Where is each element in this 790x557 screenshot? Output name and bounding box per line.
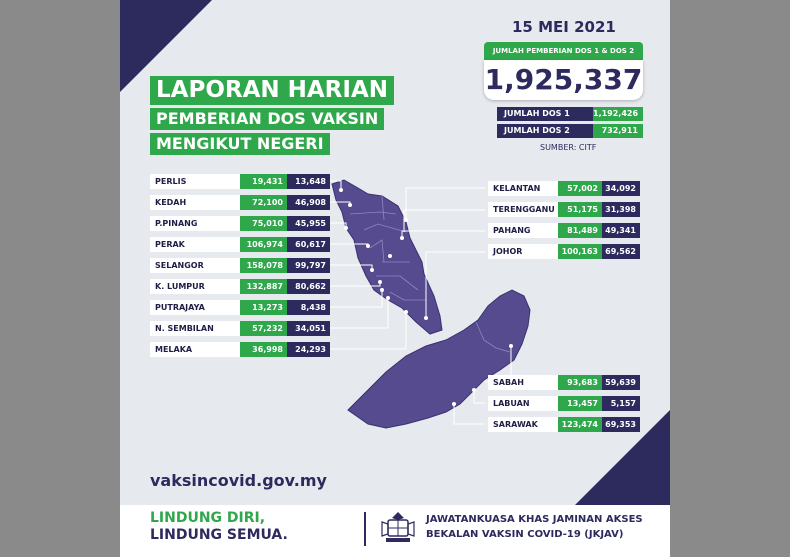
state-row-selangor bbox=[150, 258, 330, 273]
state-dos2: 99,797 bbox=[287, 258, 330, 273]
state-row-labuan bbox=[488, 396, 640, 411]
state-name: JOHOR bbox=[488, 244, 558, 259]
title-line-2: PEMBERIAN DOS VAKSIN bbox=[150, 108, 384, 130]
title-line-1: LAPORAN HARIAN bbox=[150, 76, 394, 105]
state-dos1: 123,474 bbox=[558, 417, 602, 432]
state-name: PUTRAJAYA bbox=[150, 300, 240, 315]
state-name: MELAKA bbox=[150, 342, 240, 357]
state-dos2: 80,662 bbox=[287, 279, 330, 294]
state-dos2: 69,562 bbox=[602, 244, 640, 259]
total-value: 1,925,337 bbox=[484, 60, 643, 100]
state-row-sarawak bbox=[488, 417, 640, 432]
state-dos1: 13,273 bbox=[240, 300, 287, 315]
state-row-perak bbox=[150, 237, 330, 252]
dos2-total-value: 732,911 bbox=[593, 124, 643, 138]
state-row-kedah bbox=[150, 195, 330, 210]
state-row-kelantan bbox=[488, 181, 640, 196]
state-name: KELANTAN bbox=[488, 181, 558, 196]
state-dos1: 75,010 bbox=[240, 216, 287, 231]
state-row-terengganu bbox=[488, 202, 640, 217]
state-name: SABAH bbox=[488, 375, 558, 390]
state-dos1: 93,683 bbox=[558, 375, 602, 390]
state-dos1: 158,078 bbox=[240, 258, 287, 273]
state-row-sabah bbox=[488, 375, 640, 390]
footer-divider bbox=[364, 512, 366, 546]
state-dos1: 13,457 bbox=[558, 396, 602, 411]
state-name: SARAWAK bbox=[488, 417, 558, 432]
state-name: KEDAH bbox=[150, 195, 240, 210]
state-name: P.PINANG bbox=[150, 216, 240, 231]
state-dos1: 51,175 bbox=[558, 202, 602, 217]
state-row-pahang bbox=[488, 223, 640, 238]
state-row-johor bbox=[488, 244, 640, 259]
state-dos1: 132,887 bbox=[240, 279, 287, 294]
org-name-line-2: BEKALAN VAKSIN COVID-19 (JKJAV) bbox=[426, 529, 624, 540]
state-name: LABUAN bbox=[488, 396, 558, 411]
dos1-total-value: 1,192,426 bbox=[593, 107, 643, 121]
state-dos1: 72,100 bbox=[240, 195, 287, 210]
dos1-total-row bbox=[497, 107, 643, 121]
slogan-line-1: LINDUNG DIRI, bbox=[150, 510, 266, 526]
state-row-putrajaya bbox=[150, 300, 330, 315]
malaysia-coat-of-arms-icon bbox=[378, 510, 418, 544]
state-name: SELANGOR bbox=[150, 258, 240, 273]
state-name: N. SEMBILAN bbox=[150, 321, 240, 336]
title-line-3: MENGIKUT NEGERI bbox=[150, 133, 330, 155]
state-name: TERENGGANU bbox=[488, 202, 558, 217]
state-dos2: 31,398 bbox=[602, 202, 640, 217]
state-name: PERLIS bbox=[150, 174, 240, 189]
state-row-k-lumpur bbox=[150, 279, 330, 294]
slogan-line-2: LINDUNG SEMUA. bbox=[150, 527, 288, 543]
state-dos2: 45,955 bbox=[287, 216, 330, 231]
state-name: PERAK bbox=[150, 237, 240, 252]
state-row-perlis bbox=[150, 174, 330, 189]
state-name: PAHANG bbox=[488, 223, 558, 238]
dos2-total-label: JUMLAH DOS 2 bbox=[497, 124, 593, 138]
report-date: 15 MEI 2021 bbox=[512, 18, 616, 36]
state-dos2: 8,438 bbox=[287, 300, 330, 315]
website-link[interactable]: vaksincovid.gov.my bbox=[150, 471, 327, 490]
state-dos2: 59,639 bbox=[602, 375, 640, 390]
org-name-line-1: JAWATANKUASA KHAS JAMINAN AKSES bbox=[426, 514, 643, 525]
total-heading: JUMLAH PEMBERIAN DOS 1 & DOS 2 bbox=[484, 42, 643, 60]
state-dos1: 100,163 bbox=[558, 244, 602, 259]
state-dos1: 106,974 bbox=[240, 237, 287, 252]
state-dos2: 60,617 bbox=[287, 237, 330, 252]
state-dos2: 34,092 bbox=[602, 181, 640, 196]
infographic-card bbox=[120, 0, 670, 557]
state-dos1: 57,232 bbox=[240, 321, 287, 336]
state-dos2: 46,908 bbox=[287, 195, 330, 210]
state-name: K. LUMPUR bbox=[150, 279, 240, 294]
state-dos1: 19,431 bbox=[240, 174, 287, 189]
state-dos1: 81,489 bbox=[558, 223, 602, 238]
state-dos2: 34,051 bbox=[287, 321, 330, 336]
dos1-total-label: JUMLAH DOS 1 bbox=[497, 107, 593, 121]
state-dos2: 69,353 bbox=[602, 417, 640, 432]
state-dos2: 24,293 bbox=[287, 342, 330, 357]
state-row-n-sembilan bbox=[150, 321, 330, 336]
state-dos2: 49,341 bbox=[602, 223, 640, 238]
state-dos1: 57,002 bbox=[558, 181, 602, 196]
state-row-melaka bbox=[150, 342, 330, 357]
state-row-ppinang bbox=[150, 216, 330, 231]
source-note: SUMBER: CITF bbox=[540, 143, 597, 152]
state-dos2: 13,648 bbox=[287, 174, 330, 189]
state-dos1: 36,998 bbox=[240, 342, 287, 357]
dos2-total-row bbox=[497, 124, 643, 138]
state-dos2: 5,157 bbox=[602, 396, 640, 411]
